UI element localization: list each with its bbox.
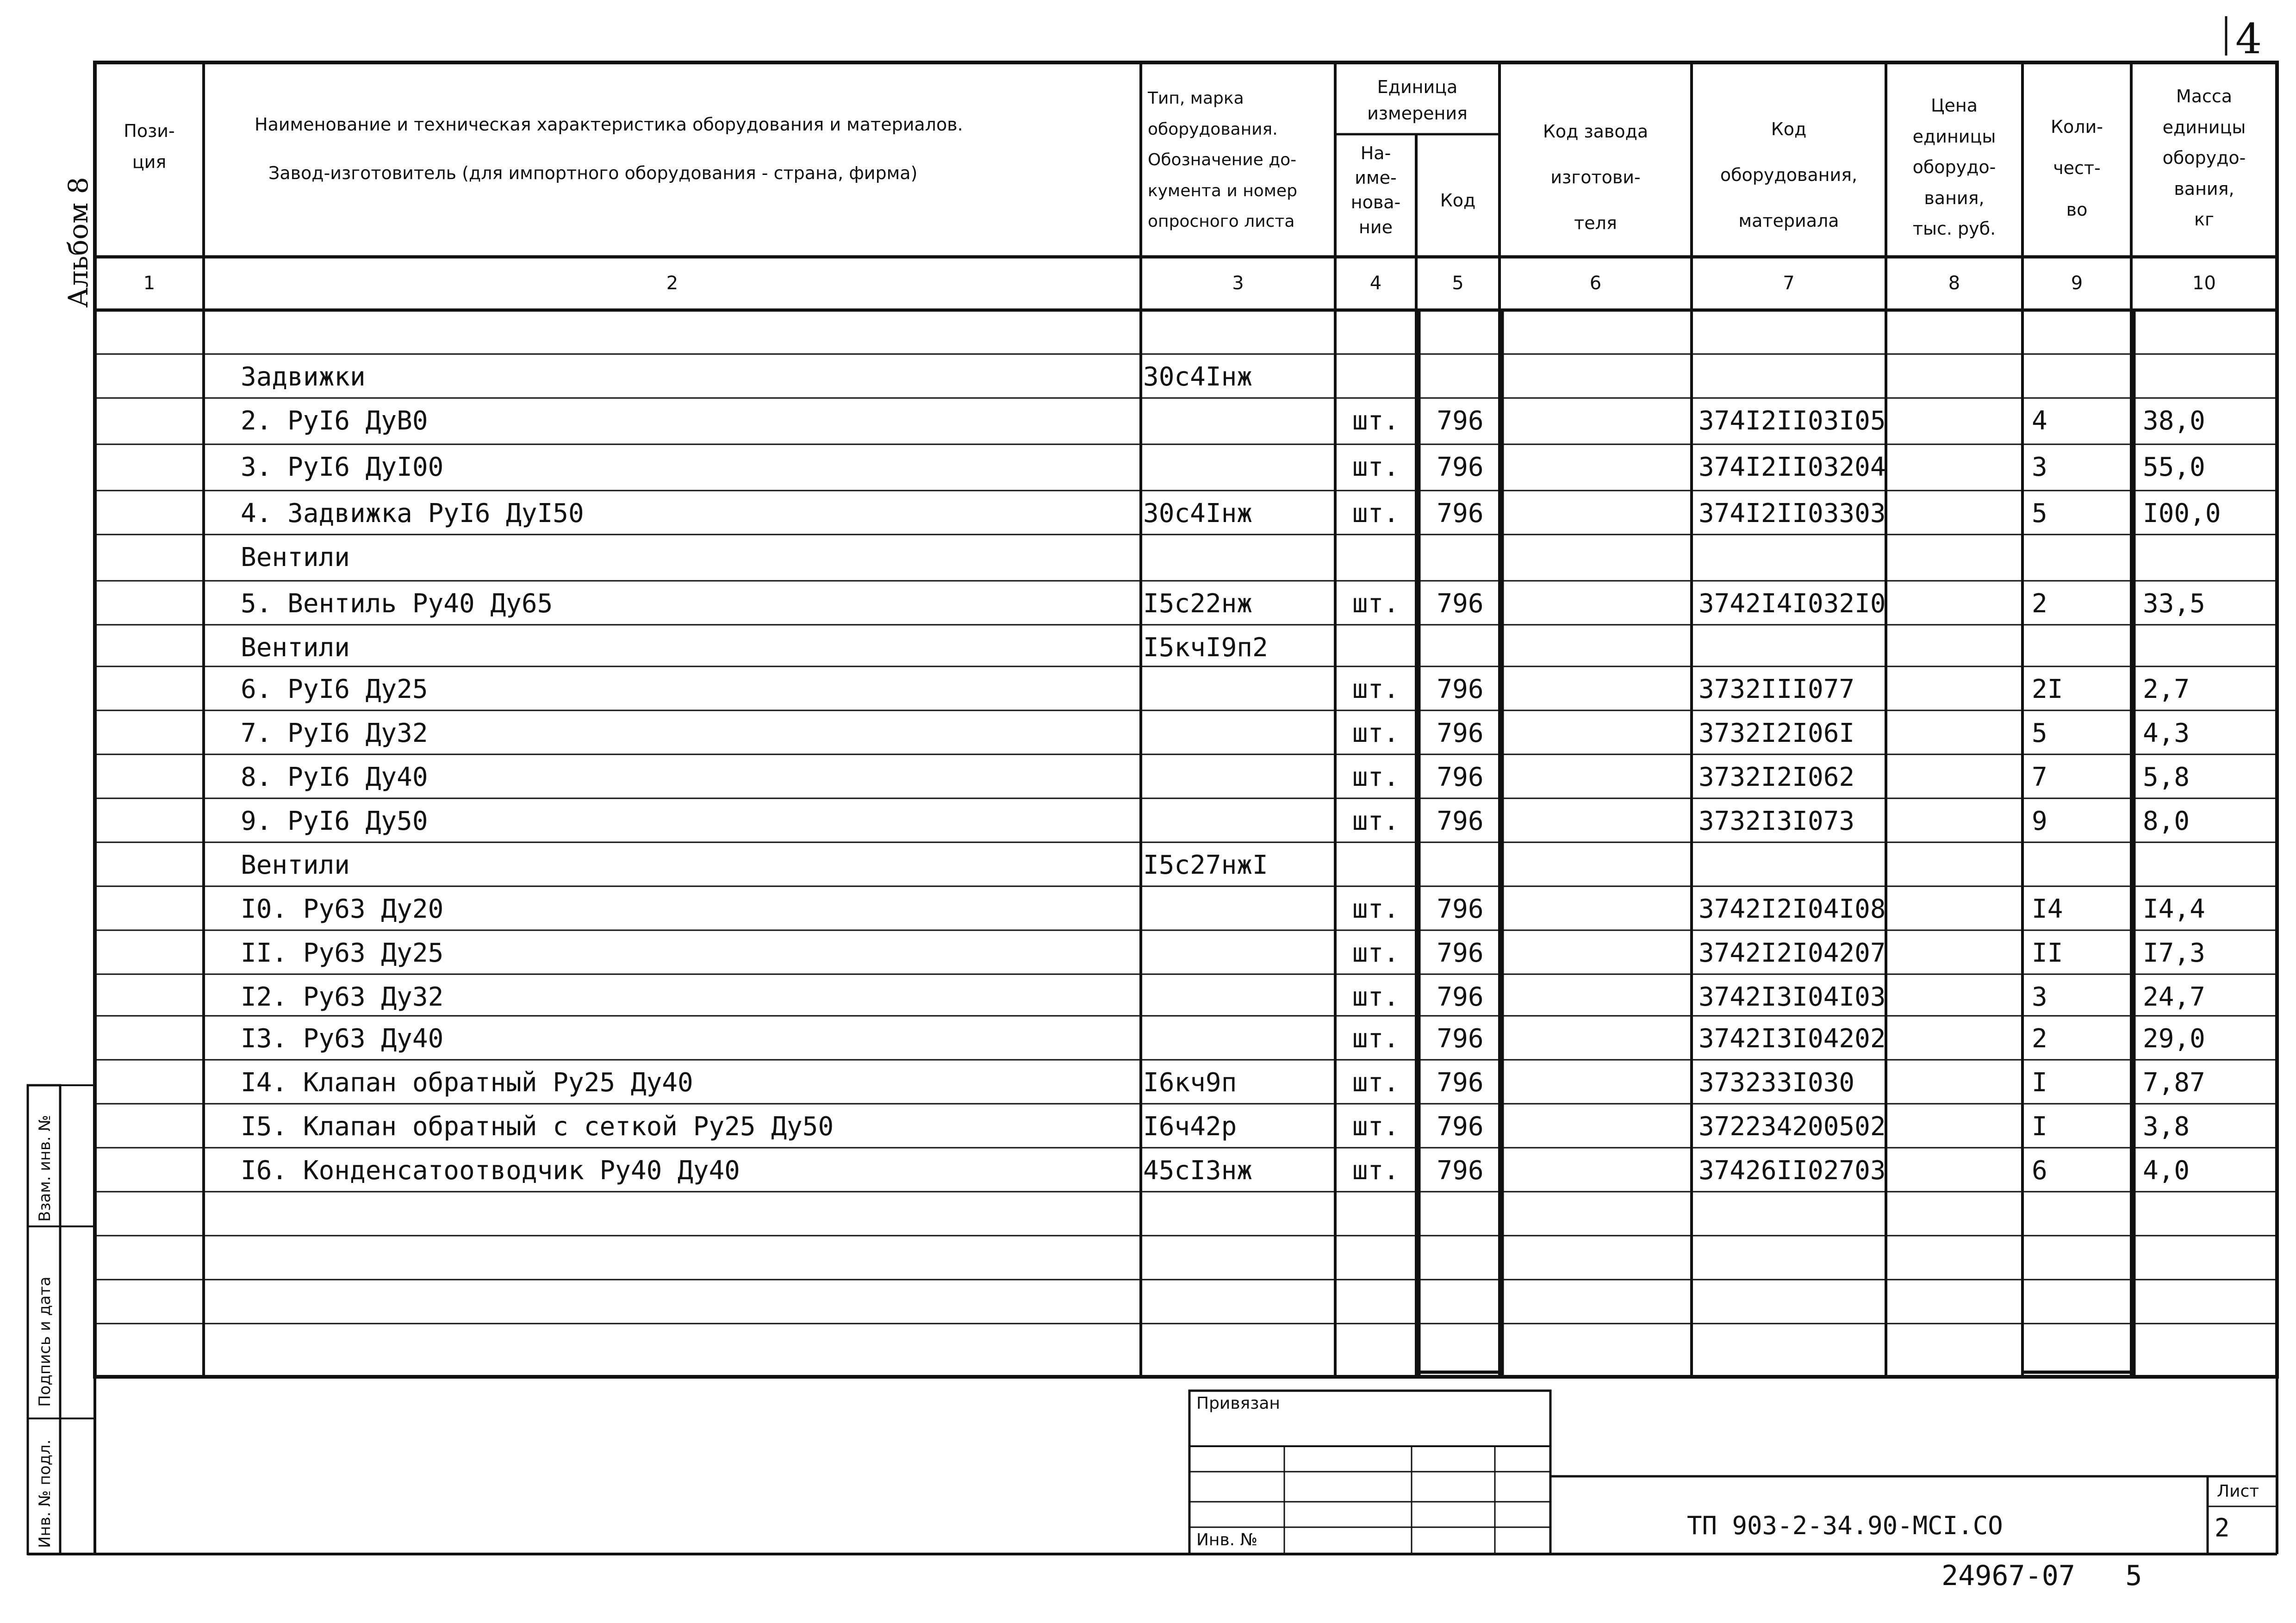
row-equipment-code: 374І2ІІ03І05 xyxy=(1699,406,1886,436)
row-unit: шт. xyxy=(1352,894,1400,924)
column-number: 3 xyxy=(1232,273,1244,294)
document-code: ТП 903-2-34.90-МСІ.СО xyxy=(1687,1511,2003,1540)
row-quantity: 7 xyxy=(2032,762,2047,792)
row-name: І6. Конденсатоотводчик Ру40 Ду40 xyxy=(241,1156,740,1186)
row-name: 4. Задвижка РуІ6 ДуІ50 xyxy=(241,498,584,529)
row-unit: шт. xyxy=(1352,938,1400,968)
row-equipment-code: 37426ІІ02703 xyxy=(1699,1156,1886,1186)
row-unit-code: 796 xyxy=(1437,1024,1484,1054)
row-name: 9. РуІ6 Ду50 xyxy=(241,806,428,836)
row-type: 45сІ3нж xyxy=(1143,1156,1253,1186)
row-mass: 7,87 xyxy=(2143,1068,2205,1098)
row-name: ІІ. Ру63 Ду25 xyxy=(241,938,444,968)
row-quantity: 5 xyxy=(2032,498,2047,529)
footer-archive-number: 24967-07 5 xyxy=(1941,1560,2142,1592)
row-quantity: ІІ xyxy=(2032,938,2063,968)
column-number: 8 xyxy=(1948,273,1960,294)
row-unit-code: 796 xyxy=(1437,1112,1484,1142)
row-name: І4. Клапан обратный Ру25 Ду40 xyxy=(241,1068,693,1098)
row-mass: 2,7 xyxy=(2143,674,2190,704)
row-mass: 4,3 xyxy=(2143,718,2190,748)
row-name: І5. Клапан обратный с сеткой Ру25 Ду50 xyxy=(241,1112,834,1142)
row-unit-code: 796 xyxy=(1437,718,1484,748)
album-label: Альбом 8 xyxy=(62,177,94,308)
row-name: Вентили xyxy=(241,633,350,663)
row-quantity: 2 xyxy=(2032,1024,2047,1054)
sheet-label: Лист xyxy=(2217,1482,2259,1501)
row-quantity: 3 xyxy=(2032,452,2047,482)
row-type: І6ч42р xyxy=(1143,1112,1237,1142)
row-name: І3. Ру63 Ду40 xyxy=(241,1024,444,1054)
row-unit-code: 796 xyxy=(1437,1068,1484,1098)
row-unit-code: 796 xyxy=(1437,674,1484,704)
row-unit-code: 796 xyxy=(1437,806,1484,836)
row-unit: шт. xyxy=(1352,1068,1400,1098)
row-quantity: І xyxy=(2032,1068,2047,1098)
row-name: 6. РуІ6 Ду25 xyxy=(241,674,428,704)
row-name: Вентили xyxy=(241,850,350,880)
header-unit-code: Код xyxy=(1440,190,1476,211)
header-type: Тип, марка оборудования. Обозначение до- кумента и номер опросного листа xyxy=(1148,89,1297,231)
column-number: 5 xyxy=(1452,273,1464,294)
row-unit: шт. xyxy=(1352,718,1400,748)
header-unit-name: На- име- нова- ние xyxy=(1350,143,1401,237)
row-name: Вентили xyxy=(241,542,350,572)
column-number: 2 xyxy=(666,273,678,294)
stamp-privyazan: Привязан xyxy=(1196,1394,1280,1413)
row-type: І6кч9п xyxy=(1143,1068,1237,1098)
row-unit: шт. xyxy=(1352,589,1400,619)
stamp-inv-no: Инв. № xyxy=(1196,1530,1258,1549)
row-name: 3. РуІ6 ДуІ00 xyxy=(241,452,444,482)
row-equipment-code: 3742І2І04207 xyxy=(1699,938,1886,968)
row-name: Задвижки xyxy=(241,362,366,392)
row-unit-code: 796 xyxy=(1437,894,1484,924)
row-name: 7. РуІ6 Ду32 xyxy=(241,718,428,748)
row-equipment-code: 3742І3І04І03 xyxy=(1699,982,1886,1012)
row-quantity: 2І xyxy=(2032,674,2063,704)
row-equipment-code: 373233І030 xyxy=(1699,1068,1855,1098)
side-stamp-inv-podl: Инв. № подл. xyxy=(36,1439,54,1548)
row-name: 8. РуІ6 Ду40 xyxy=(241,762,428,792)
row-mass: 3,8 xyxy=(2143,1112,2190,1142)
column-number: 7 xyxy=(1783,273,1795,294)
row-quantity: І4 xyxy=(2032,894,2063,924)
row-equipment-code: 374І2ІІ03303 xyxy=(1699,498,1886,529)
header-quantity: Коли- чест- во xyxy=(2051,117,2103,220)
row-quantity: І xyxy=(2032,1112,2047,1142)
row-unit-code: 796 xyxy=(1437,762,1484,792)
row-equipment-code: 3732І2І062 xyxy=(1699,762,1855,792)
row-type: І5кчІ9п2 xyxy=(1143,633,1268,663)
row-quantity: 6 xyxy=(2032,1156,2047,1186)
row-unit-code: 796 xyxy=(1437,1156,1484,1186)
row-name: І2. Ру63 Ду32 xyxy=(241,982,444,1012)
row-equipment-code: 3742І4І032І0 xyxy=(1699,589,1886,619)
header-position: Пози- ция xyxy=(124,121,175,172)
row-unit-code: 796 xyxy=(1437,589,1484,619)
row-unit-code: 796 xyxy=(1437,406,1484,436)
header-mass: Масса единицы оборудо- вания, кг xyxy=(2162,86,2246,230)
column-number: 9 xyxy=(2071,273,2083,294)
row-equipment-code: 3742І2І04І08 xyxy=(1699,894,1886,924)
row-mass: 55,0 xyxy=(2143,452,2205,482)
row-quantity: 5 xyxy=(2032,718,2047,748)
row-mass: 24,7 xyxy=(2143,982,2205,1012)
row-unit-code: 796 xyxy=(1437,938,1484,968)
row-quantity: 4 xyxy=(2032,406,2047,436)
side-stamp-sign-date: Подпись и дата xyxy=(36,1276,54,1407)
row-unit: шт. xyxy=(1352,1112,1400,1142)
corner-mark: 4 xyxy=(2235,15,2262,63)
row-type: І5с22нж xyxy=(1143,589,1253,619)
row-unit: шт. xyxy=(1352,452,1400,482)
row-unit: шт. xyxy=(1352,406,1400,436)
row-mass: 29,0 xyxy=(2143,1024,2205,1054)
header-name-line2: Завод-изготовитель (для импортного оборудования - страна, фирма) xyxy=(268,163,918,183)
row-mass: 33,5 xyxy=(2143,589,2205,619)
header-name-line1: Наименование и техническая характеристика оборудования и материалов. xyxy=(255,114,963,135)
row-mass: 8,0 xyxy=(2143,806,2190,836)
row-equipment-code: 372234200502 xyxy=(1699,1112,1886,1142)
row-unit: шт. xyxy=(1352,674,1400,704)
row-quantity: 2 xyxy=(2032,589,2047,619)
row-equipment-code: 374І2ІІ03204 xyxy=(1699,452,1886,482)
row-type: І5с27нжІ xyxy=(1143,850,1268,880)
row-equipment-code: 3732І3І073 xyxy=(1699,806,1855,836)
row-mass: 4,0 xyxy=(2143,1156,2190,1186)
row-mass: 38,0 xyxy=(2143,406,2205,436)
row-mass: І00,0 xyxy=(2143,498,2221,529)
column-number: 10 xyxy=(2192,273,2216,294)
row-unit: шт. xyxy=(1352,1156,1400,1186)
row-equipment-code: 3732ІІІ077 xyxy=(1699,674,1855,704)
side-stamp-inv-vzam: Взам. инв. № xyxy=(36,1115,54,1222)
row-type: 30с4Інж xyxy=(1143,498,1253,529)
row-mass: І7,3 xyxy=(2143,938,2205,968)
row-name: 5. Вентиль Ру40 Ду65 xyxy=(241,589,553,619)
row-unit: шт. xyxy=(1352,806,1400,836)
row-mass: І4,4 xyxy=(2143,894,2205,924)
header-unit-group: Единица измерения xyxy=(1367,77,1468,124)
header-equipment-code: Код оборудования, материала xyxy=(1720,119,1858,231)
row-type: 30с4Інж xyxy=(1143,362,1253,392)
sheet-number: 2 xyxy=(2215,1513,2230,1542)
column-number: 1 xyxy=(143,273,156,294)
row-unit-code: 796 xyxy=(1437,498,1484,529)
header-factory-code: Код завода изготови- теля xyxy=(1543,121,1649,233)
row-name: 2. РуІ6 ДуВ0 xyxy=(241,406,428,436)
column-number: 4 xyxy=(1369,273,1382,294)
row-name: І0. Ру63 Ду20 xyxy=(241,894,444,924)
row-quantity: 3 xyxy=(2032,982,2047,1012)
row-equipment-code: 3742І3І04202 xyxy=(1699,1024,1886,1054)
row-unit: шт. xyxy=(1352,1024,1400,1054)
row-equipment-code: 3732І2І06І xyxy=(1699,718,1855,748)
row-unit-code: 796 xyxy=(1437,452,1484,482)
row-quantity: 9 xyxy=(2032,806,2047,836)
row-unit: шт. xyxy=(1352,498,1400,529)
row-unit: шт. xyxy=(1352,982,1400,1012)
row-mass: 5,8 xyxy=(2143,762,2190,792)
row-unit-code: 796 xyxy=(1437,982,1484,1012)
column-number: 6 xyxy=(1589,273,1602,294)
row-unit: шт. xyxy=(1352,762,1400,792)
header-price: Цена единицы оборудо- вания, тыс. руб. xyxy=(1912,95,1996,239)
